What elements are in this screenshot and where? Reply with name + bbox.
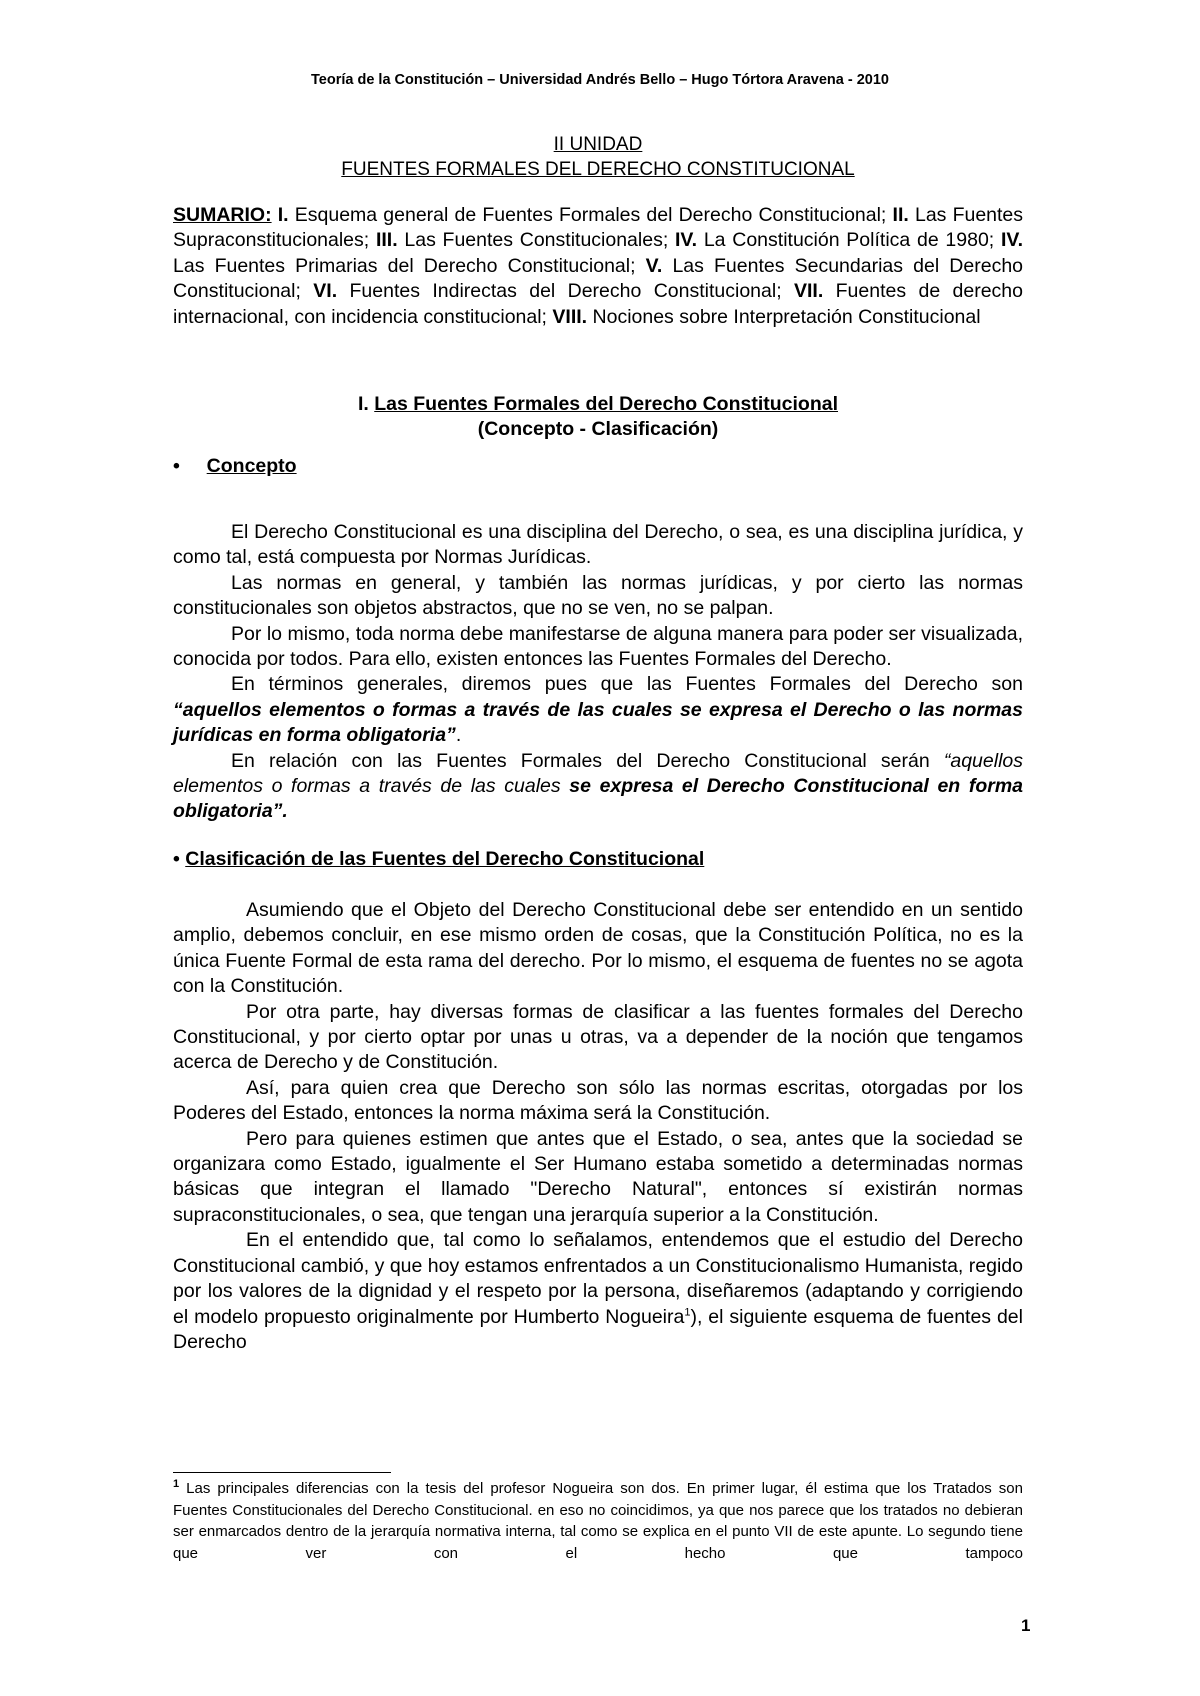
- section-1-title-line: [173, 392, 1023, 417]
- section-1-number: I.: [357, 393, 369, 415]
- footnote-text: Las principales diferencias con la tesis del profesor Nogueira son dos. En primer lugar, él estima que los Tratados son Fuentes Constitucionales del Derecho Constitucional. en eso no coincidimos, ya que nos parece que los tratados no debieran ser enmarcados dentro de la jerarquía normativa interna, tal como se explica en el punto VII de este apunte. Lo segundo tiene que ver con el hecho que tampoco: [173, 1480, 1023, 1562]
- sumario-item-8: Fuentes de derecho internacional, con incidencia constitucional;: [173, 280, 1023, 328]
- concepto-p4-text: En términos generales, diremos pues que las Fuentes Formales del Derecho son: [231, 673, 1023, 696]
- clasificacion-p3: Así, para quien crea que Derecho son sólo las normas escritas, otorgadas por los Poderes del Estado, entonces la norma máxima será la Constitución.: [173, 1076, 1023, 1125]
- sumario-num-3: III.: [375, 229, 398, 252]
- clasificacion-heading-text: Clasificación de las Fuentes del Derecho Constitucional: [185, 848, 705, 870]
- sumario-item-4: La Constitución Política de 1980;: [703, 229, 995, 252]
- unit-title-block: [173, 132, 1023, 182]
- clasificacion-body: [173, 898, 1023, 1355]
- concepto-p1: El Derecho Constitucional es una disciplina del Derecho, o sea, es una disciplina jurídica, y como tal, está compuesta por Normas Jurídicas.: [173, 521, 1023, 569]
- sumario-num-4: IV.: [675, 229, 698, 252]
- bullet-icon: •: [173, 455, 180, 477]
- concepto-p5: [173, 749, 1023, 825]
- clasificacion-p2: Por otra parte, hay diversas formas de clasificar a las fuentes formales del Derecho Constitucional, y por cierto optar por unas u otras, va a depender de la noción que tengamos acerca de Derecho y de Constitución.: [173, 1000, 1023, 1074]
- unit-title: FUENTES FORMALES DEL DERECHO CONSTITUCIONAL: [341, 159, 855, 180]
- sumario-num-7: VI.: [313, 280, 338, 303]
- section-1-subtitle: (Concepto - Clasificación): [477, 418, 719, 441]
- concepto-body: [173, 520, 1023, 825]
- sumario-item-2: Las Fuentes Supraconstitucionales;: [173, 204, 1024, 252]
- concepto-heading: [173, 455, 1023, 478]
- clasificacion-p5: [173, 1228, 1023, 1355]
- sumario-num-6: V.: [645, 254, 663, 277]
- concepto-p5-text: En relación con las Fuentes Formales del Derecho Constitucional serán: [231, 749, 944, 772]
- sumario-num-1: I.: [277, 204, 289, 226]
- footnote-mark: 1: [173, 1478, 180, 1490]
- concepto-p4-end: .: [455, 724, 462, 747]
- concepto-p5-bold: se expresa el Derecho Constitucional en forma obligatoria”.: [173, 775, 1024, 823]
- sumario-num-5: IV.: [1000, 229, 1024, 252]
- sumario-num-9: VIII.: [552, 305, 588, 328]
- sumario-num-8: VII.: [794, 280, 824, 303]
- concepto-p5-italic: “aquellos elementos o formas a través de las cuales: [173, 749, 1023, 798]
- page-number: 1: [1021, 1616, 1031, 1635]
- sumario-item-7: Fuentes Indirectas del Derecho Constitucional;: [349, 280, 782, 303]
- clasificacion-p5-end: ), el siguiente esquema de fuentes del Derecho: [173, 1305, 1023, 1353]
- bullet-icon: •: [173, 848, 180, 870]
- sumario-item-5: Las Fuentes Primarias del Derecho Constitucional;: [173, 254, 636, 277]
- footnote-paragraph: [173, 1478, 1023, 1564]
- section-1-title: Las Fuentes Formales del Derecho Constitucional: [374, 393, 839, 415]
- sumario-item-1: Esquema general de Fuentes Formales del Derecho Constitucional;: [294, 204, 887, 226]
- sumario-item-9: Nociones sobre Interpretación Constitucional: [592, 305, 981, 328]
- concepto-p4-quote: “aquellos elementos o formas a través de las cuales se expresa el Derecho o las normas jurídicas en forma obligatoria”: [173, 698, 1023, 747]
- concepto-p3: Por lo mismo, toda norma debe manifestarse de alguna manera para poder ser visualizada, conocida por todos. Para ello, existen entonces las Fuentes Formales del Derecho.: [173, 622, 1023, 671]
- clasificacion-heading: [173, 848, 1023, 871]
- sumario-paragraph: [173, 203, 1023, 330]
- sumario-item-3: Las Fuentes Constitucionales;: [404, 229, 669, 252]
- clasificacion-p1: Asumiendo que el Objeto del Derecho Constitucional debe ser entendido en un sentido amplio, debemos concluir, en ese mismo orden de cosas, que la Constitución Política, no es la única Fuente Formal de esta rama del derecho. Por lo mismo, el esquema de fuentes no se agota con la Constitución.: [173, 899, 1023, 998]
- footnote-ref[interactable]: 1: [684, 1306, 691, 1318]
- sumario-num-2: II.: [892, 204, 909, 226]
- concepto-p2: Las normas en general, y también las normas jurídicas, y por cierto las normas constitucionales son objetos abstractos, que no se ven, no se palpan.: [173, 571, 1023, 620]
- section-1-heading: [173, 392, 1023, 443]
- unit-number: II UNIDAD: [553, 134, 643, 155]
- running-header: Teoría de la Constitución – Universidad Andrés Bello – Hugo Tórtora Aravena - 2010: [311, 72, 889, 88]
- clasificacion-p4: Pero para quienes estimen que antes que el Estado, o sea, antes que la sociedad se organizara como Estado, igualmente el Ser Humano estaba sometido a determinadas normas básicas que integran el llamado "Derecho Natural", entonces sí existirán normas supraconstitucionales, o sea, que tengan una jerarquía superior a la Constitución.: [173, 1127, 1023, 1226]
- concepto-p4: [173, 672, 1023, 748]
- footnote-divider: [173, 1472, 391, 1473]
- sumario-item-6: Las Fuentes Secundarias del Derecho Constitucional;: [173, 254, 1024, 303]
- sumario-label: SUMARIO:: [173, 204, 272, 226]
- footnote: [173, 1478, 1023, 1564]
- clasificacion-p5-text: En el entendido que, tal como lo señalamos, entendemos que el estudio del Derecho Constitucional cambió, y que hoy estamos enfrentados a un Constitucionalismo Humanista, regido por los valores de la dignidad y el respeto por la persona, diseñaremos (adaptando y corrigiendo el modelo propuesto originalmente por Humberto Nogueira: [173, 1229, 1023, 1328]
- sumario: [173, 203, 1023, 330]
- concepto-heading-text: Concepto: [206, 455, 297, 477]
